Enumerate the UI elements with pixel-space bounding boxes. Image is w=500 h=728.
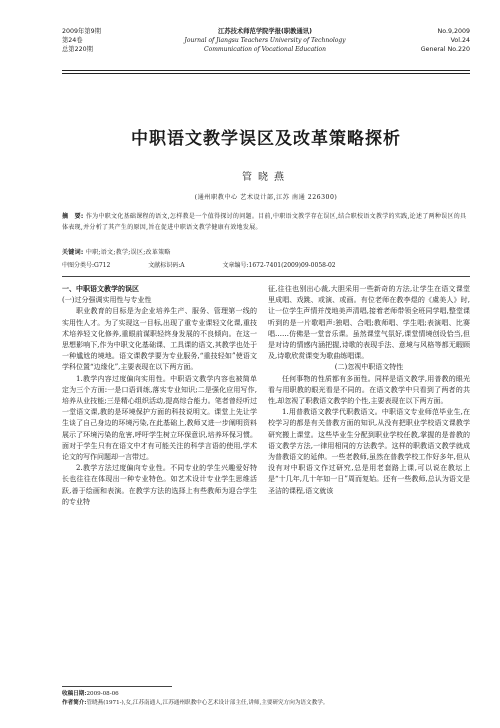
author-affiliation: (通州职教中心 艺术设计部,江苏 南通 226300): [194, 194, 338, 201]
abstract-label: 摘 要:: [62, 213, 84, 220]
article-number: 文章编号:1672-7401(2009)09-0058-02: [222, 262, 336, 269]
received-date: [62, 690, 482, 699]
journal-name: [160, 27, 370, 54]
body-paragraph: 职业教育的目标是为企业培养生产、服务、管理第一线的实用性人才。为了实现这一目标,出现了重专业课轻文化课,重技术培养轻文化修养,重眼前谋职轻终身发展的不良倾向。在这一思想影响下,作为中职文化基础课、工具课的语文,其教学也处于一种尴尬的境地。语文课教学要为专业服务,“重技轻如”使语文学科位置“边缘化”,主要表现在以下两方面。: [62, 307, 257, 372]
general-no-line-en: General No.220: [420, 46, 470, 53]
header-rule-thin: [62, 73, 470, 74]
issue-line: 2009年第9期: [62, 28, 101, 35]
abstract: [62, 212, 470, 233]
general-no-line: 总第220期: [62, 46, 93, 53]
keywords-text: 中职;语文;教学;误区;改革策略: [85, 249, 171, 256]
subsection-heading: (二)忽视中职语文特性: [334, 363, 404, 372]
body-paragraph: 2.教学方法过度偏向专业性。不同专业的学生兴趣爱好特长也往往在体现出一种专业特色。如艺术设计专业学生思维活跃,善于绘画和表演。在教学方法的选择上有些教师为迎合学生的专业特: [62, 464, 257, 506]
author-bio: [62, 699, 482, 708]
journal-name-en: Journal of Jiangsu Teachers University of Technology: [184, 37, 346, 44]
header-rule: [62, 70, 470, 71]
paper-title: 中职语文教学误区及改革策略探析: [131, 129, 401, 149]
journal-subtitle-en: Communication of Vocational Education: [204, 46, 326, 53]
keywords-label: 关键词:: [62, 249, 84, 256]
section-heading: 一、中职语文教学的误区: [62, 285, 139, 293]
subsection-heading: (一)过分强调实用性与专业性: [62, 296, 152, 305]
received-label: 收稿日期:: [62, 691, 87, 697]
body-column-left: [62, 284, 257, 508]
author-bio-text: 管晓燕(1971-),女,江苏南通人,江苏通州职教中心艺术设计部主任,讲师,主要研究方向为语文教学。: [86, 700, 329, 706]
issue-info-en: [421, 27, 470, 54]
clc-number: 中图分类号:G712: [62, 262, 111, 269]
footnote-rule: [62, 686, 172, 687]
body-paragraph: 任何事物的性质都有多面性。同样是语文教学,用普教的眼光看与用职教的眼光看是不同的。在语文教学中只看到了两者的共性,却忽视了职教语文教学的个性,主要表现在以下两方面。: [268, 374, 470, 406]
section-rule: [62, 276, 470, 277]
paper-author: 管晓燕: [242, 172, 290, 183]
volume-line: 第24卷: [62, 37, 83, 44]
abstract-text: 作为中职文化基础课程的语文,怎样教是一个值得探讨的问题。目前,中职语文教学存在误区,结合职校语文教学的实践,论述了两种误区的具体表现,并分析了其产生的原因,旨在促进中职语文教学健康有效地发展。: [62, 213, 467, 231]
author-bio-label: 作者简介:: [62, 700, 87, 706]
volume-line-en: Vol.24: [450, 37, 470, 44]
journal-name-cn: 江苏技术师范学院学报(职教通讯): [218, 28, 312, 35]
journal-header: [62, 27, 470, 65]
footnote: [62, 690, 482, 708]
body-column-right: [268, 284, 470, 497]
body-paragraph: 征,往往也别出心裁,大胆采用一些新奇的方法,让学生在语文课堂里成唱、戏跳、或演、或画。有位老师在教李煜的《虞美人》时,让一位学生声情并茂地美声清唱,接着老师带领全班同学唱,整堂课听到的是一片歌唱声:独唱、合唱;教师唱、学生唱;表演唱、比赛唱……仿佛是一堂音乐课。虽然课堂气氛好,课堂情境创设恰当,但是对诗的情感内涵把握,诗歌的表现手法、意境与风格等都无暇顾及,诗歌欣赏课变为歌曲练唱课。: [268, 285, 470, 361]
issue-info: [62, 27, 101, 54]
received-value: 2009-08-06: [86, 691, 119, 697]
document-code: 文献标识码:A: [148, 262, 185, 269]
body-paragraph: 1.用普教语文教学代职教语文。中职语文专业师范毕业生,在校学习的都是有关普教方面的知识,从没有把职业学校语文课教学研究搬上课堂。这些毕业生分配到职业学校任教,掌握的是普教的语文教学方法,一律用相同的方法教学。这样的职教语文教学就成为普教语文的延伸。一些老教师,虽然在普教学校工作好多年,但从没有对中职语文作过研究,总是用老套路上课,可以说在教坛上是“十几年,几十年如一日”周而复始。还有一些教师,总认为语文是圣洁的课程,语文就该: [268, 408, 470, 495]
body-paragraph: 1.教学内容过度偏向实用性。中职语文教学内容也被简单定为三个方面:一是口语训练,落实专业知识;二是强化应用写作,培养从业技能;三是精心组织活动,提高综合能力。笔者曾经听过一堂语文课,教的是环境保护方面的科技说明文。课堂上先让学生谈了自己身边的环境污染,在此基础上,教师又进一步阐明资料展示了环境污染的危害,呼吁学生树立环保意识,培养环保习惯。面对于学生只有在语文中才有可能关注的科学言语的使用,学术论文的写作问题却一言带过。: [62, 374, 257, 462]
issue-line-en: No.9,2009: [437, 28, 470, 35]
classification: [62, 260, 470, 269]
keywords: [62, 247, 470, 256]
